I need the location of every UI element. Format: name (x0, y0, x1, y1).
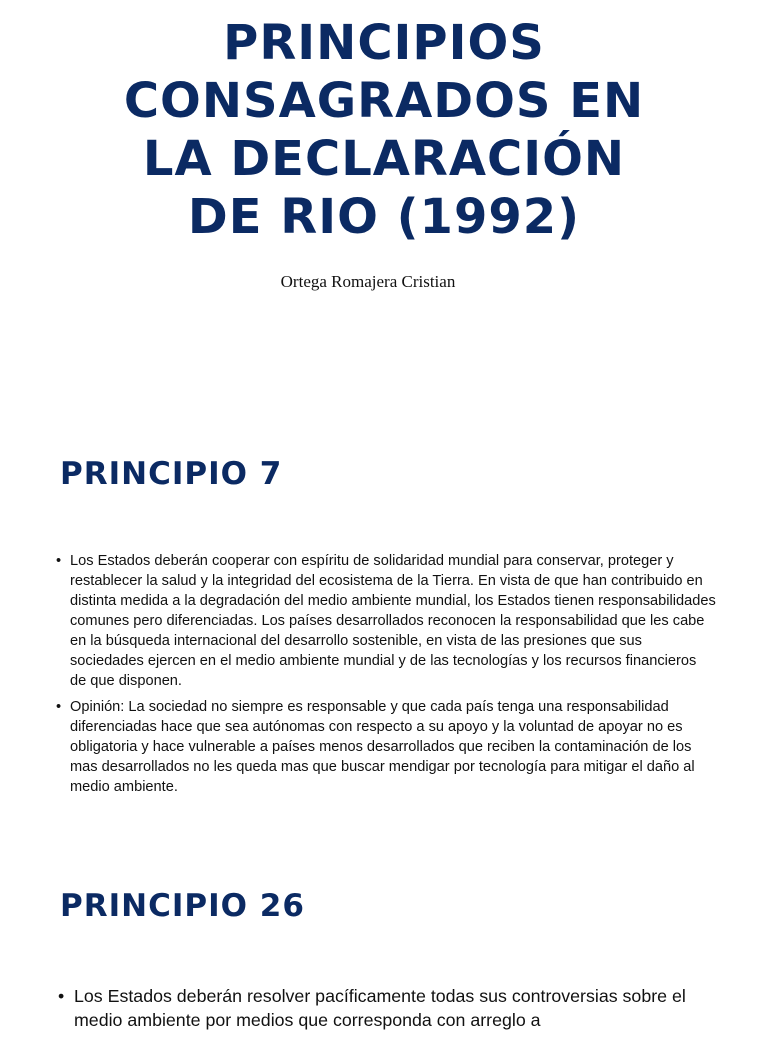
principle-26-heading: PRINCIPIO 26 (60, 888, 305, 924)
principle-26-bullet-list (58, 984, 708, 1038)
list-item (56, 697, 716, 797)
principle-7-bullet-text: Los Estados deberán cooperar con espíritu de solidaridad mundial para conservar, proteger y restablecer la salud y la integridad del ecosistema de la Tierra. En vista de que han contribuido en distinta medida a la degradación del medio ambiente mundial, los Estados tienen responsabilidades comunes pero diferenciadas. Los países desarrollados reconocen la responsabilidad que les cabe en la búsqueda internacional del desarrollo sostenible, en vista de las presiones que sus sociedades ejercen en el medio ambiente mundial y de las tecnologías y los recursos financieros de que disponen. (70, 553, 716, 689)
principle-7-opinion-text: Opinión: La sociedad no siempre es responsable y que cada país tenga una responsabilidad diferenciadas hace que sea autónomas con respecto a su apoyo y la voluntad de apoyar no es obligatoria y hace vulnerable a países menos desarrollados que reciben la contaminación de los mas desarrollados no les queda mas que buscar mendigar por tecnología para mitigar el daño al medio ambiente. (70, 699, 695, 795)
bullet-icon: • (56, 553, 62, 569)
page-title: PRINCIPIOS CONSAGRADOS EN LA DECLARACIÓN DE RIO (1992) (123, 15, 645, 245)
principle-26-bullet-text: Los Estados deberán resolver pacíficamente todas sus controversias sobre el medio ambiente por medios que corresponda con arreglo a (74, 986, 686, 1030)
author-name: Ortega Romajera Cristian (280, 272, 456, 291)
principle-7-bullet-list (56, 551, 716, 803)
list-item (58, 984, 708, 1032)
bullet-icon: • (58, 986, 65, 1006)
bullet-icon: • (56, 699, 62, 715)
title-slide (0, 0, 768, 320)
principle-7-heading: PRINCIPIO 7 (60, 456, 283, 492)
list-item (56, 551, 716, 691)
